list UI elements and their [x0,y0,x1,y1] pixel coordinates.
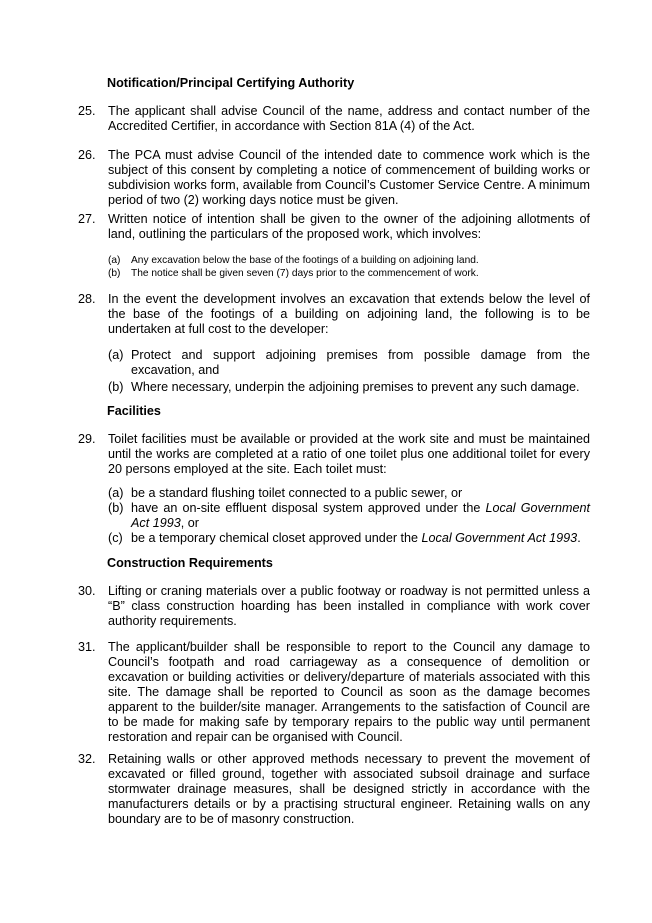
clause-number: 25. [78,104,96,118]
list-item-text: be a standard flushing toilet connected to a public sewer, or [131,486,463,500]
clause-number: 28. [78,292,96,306]
list-marker: (b) [108,268,121,279]
list-marker: (a) [108,348,124,362]
clause-text: The applicant shall advise Council of the name, address and contact number of the Accredited Certifier, in accordance with Section 81A (4) of the Act. [108,104,590,133]
clause-28-list [108,348,590,395]
list-item-text-before: be a temporary chemical closet approved under the [131,531,422,545]
clause-29-list [108,486,590,546]
act-title: Local Government Act 1993 [421,531,578,545]
list-item-text-before: have an on-site effluent disposal system approved under the [131,501,486,515]
list-marker: (b) [108,380,124,394]
list-marker: (c) [108,531,123,545]
clause-30 [78,584,590,629]
clause-number: 31. [78,640,96,654]
clause-text: Written notice of intention shall be given to the owner of the adjoining allotments of land, outlining the particulars of the proposed work, which involves: [108,212,590,241]
list-item-text: Protect and support adjoining premises from possible damage from the excavation, and [131,348,590,377]
clause-32 [78,752,590,827]
act-title: Local Government Act 1993 [131,501,590,530]
clause-text: The applicant/builder shall be responsible to report to the Council any damage to Council’s footpath and road carriageway as a consequence of demolition or excavation or building activities or delivery/departure of materials associated with this site. The damage shall be reported to Council as soon as the damage becomes apparent to the builder/site manager. Arrangements to the satisfaction of Council are to be made for making safe by temporary repairs to the public way until permanent restoration and repair can be organised with Council. [108,640,590,744]
list-marker: (b) [108,501,124,515]
list-item [108,254,590,267]
list-marker: (a) [108,486,124,500]
clause-29 [78,432,590,477]
clause-text: Lifting or craning materials over a public footway or roadway is not permitted unless a “B” class construction hoarding has been installed in compliance with work cover authority requirements. [108,584,590,628]
list-item [108,501,590,531]
clause-text: Toilet facilities must be available or provided at the work site and must be maintained until the works are completed at a ratio of one toilet plus one additional toilet for every 20 persons employed at the site. Each toilet must: [108,432,590,476]
clause-number: 26. [78,148,96,162]
clause-number: 27. [78,212,96,226]
clause-27 [78,212,590,242]
clause-28 [78,292,590,337]
list-item-text-after: . [577,531,581,545]
clause-26 [78,148,590,208]
section-heading-construction: Construction Requirements [107,556,273,570]
list-item [108,380,590,395]
list-item-text-after: , or [180,516,199,530]
list-item [108,531,590,546]
list-item-text: Where necessary, underpin the adjoining premises to prevent any such damage. [131,380,580,394]
list-item-text: The notice shall be given seven (7) days prior to the commencement of work. [131,268,479,279]
clause-number: 29. [78,432,96,446]
list-marker: (a) [108,255,121,266]
list-item [108,486,590,501]
section-heading-facilities: Facilities [107,404,161,418]
clause-27-list [108,254,590,280]
list-item-text: Any excavation below the base of the footings of a building on adjoining land. [131,255,479,266]
list-item [108,348,590,378]
clause-number: 30. [78,584,96,598]
list-item [108,267,590,280]
section-heading-notification: Notification/Principal Certifying Authority [107,76,355,90]
clause-31 [78,640,590,745]
clause-number: 32. [78,752,96,766]
clause-25 [78,104,590,134]
clause-text: In the event the development involves an excavation that extends below the level of the base of the footings of a building on adjoining land, the following is to be undertaken at full cost to the developer: [108,292,590,336]
clause-text: Retaining walls or other approved methods necessary to prevent the movement of excavated or filled ground, together with associated subsoil drainage and surface stormwater drainage measures, shall be designed strictly in accordance with the manufacturers details or by a practising structural engineer. Retaining walls on any boundary are to be of masonry construction. [108,752,590,826]
clause-text: The PCA must advise Council of the intended date to commence work which is the subject of this consent by completing a notice of commencement of building works or subdivision works form, available from Council’s Customer Service Centre. A minimum period of two (2) working days notice must be given. [108,148,590,207]
